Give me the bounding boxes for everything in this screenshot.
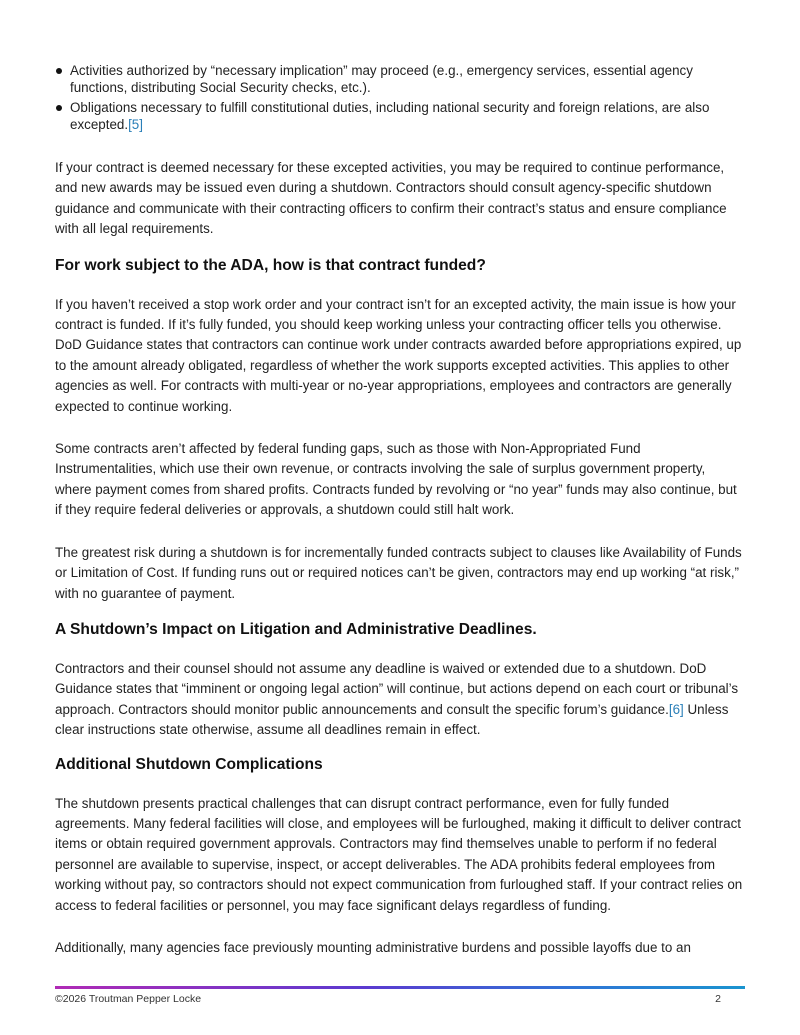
bullet-list [55,62,745,133]
bullet-text: Activities authorized by “necessary implication” may proceed (e.g., emergency services, essential agency functions, distributing Social Security checks, etc.). [70,63,693,95]
footer-copyright: ©2026 Troutman Pepper Locke [55,993,202,1005]
paragraph [55,659,745,741]
paragraph: If your contract is deemed necessary for these excepted activities, you may be required to continue performance, and new awards may be issued even during a shutdown. Contractors should consult agency-specific shutdown guidance and communicate with their contracting officers to confirm their contract’s status and ensure compliance with all legal requirements. [55,160,727,237]
paragraph: Some contracts aren’t affected by federal funding gaps, such as those with Non-Appropriated Fund Instrumentalities, which use their own revenue, or contracts involving the sale of surplus government property, where payment comes from shared profits. Contracts funded by revolving or “no year” funds may also continue, but if they require federal deliveries or approvals, a shutdown could still halt work. [55,441,737,518]
paragraph: Additionally, many agencies face previously mounting administrative burdens and possible layoffs due to an [55,939,691,955]
section-heading: For work subject to the ADA, how is that contract funded? [55,256,486,274]
paragraph-text: Contractors and their counsel should not assume any deadline is waived or extended due to a shutdown. DoD Guidance states that “imminent or ongoing legal action” will continue, but actions depend on each court or tribunal’s approach. Contractors should monitor public announcements and consult the specific forum’s guidance. [55,660,739,717]
section-heading: A Shutdown’s Impact on Litigation and Administrative Deadlines. [55,620,537,638]
list-item [55,62,745,96]
list-item [55,99,745,133]
bullet-text: Obligations necessary to fulfill constitutional duties, including national security and foreign relations, are also excepted. [70,100,710,132]
page-number: 2 [715,993,721,1005]
document-body [55,62,745,958]
paragraph: The greatest risk during a shutdown is for incrementally funded contracts subject to clauses like Availability of Funds or Limitation of Cost. If funding runs out or required notices can’t be given, contractors may end up working “at risk,” with no guarantee of payment. [55,544,742,601]
page-footer [55,993,745,1005]
section-heading: Additional Shutdown Complications [55,755,323,773]
paragraph-text: Unless clear instructions state otherwise, assume all deadlines remain in effect. [55,701,729,738]
footnote-link[interactable]: [6] [668,701,684,717]
paragraph: If you haven’t received a stop work order and your contract isn’t for an excepted activity, the main issue is how your contract is funded. If it’s fully funded, you should keep working unless your contracting officer tells you otherwise. DoD Guidance states that contractors can continue work under contracts awarded before appropriations expired, up to the amount already obligated, regardless of whether the work supports excepted activities. This applies to other agencies as well. For contracts with multi-year or no-year appropriations, employees and contractors are generally expected to continue working. [55,296,742,414]
footnote-link[interactable]: [5] [128,117,143,132]
footer-divider [55,986,745,989]
paragraph: The shutdown presents practical challenges that can disrupt contract performance, even for fully funded agreements. Many federal facilities will close, and employees will be furloughed, making it difficult to deliver contract items or obtain required government approvals. Contractors may find themselves unable to perform if no federal personnel are available to supervise, inspect, or accept deliverables. The ADA prohibits federal employees from working without pay, so contractors should not expect communication from furloughed staff. If your contract relies on access to federal facilities or personnel, you may face significant delays regardless of funding. [55,795,743,913]
